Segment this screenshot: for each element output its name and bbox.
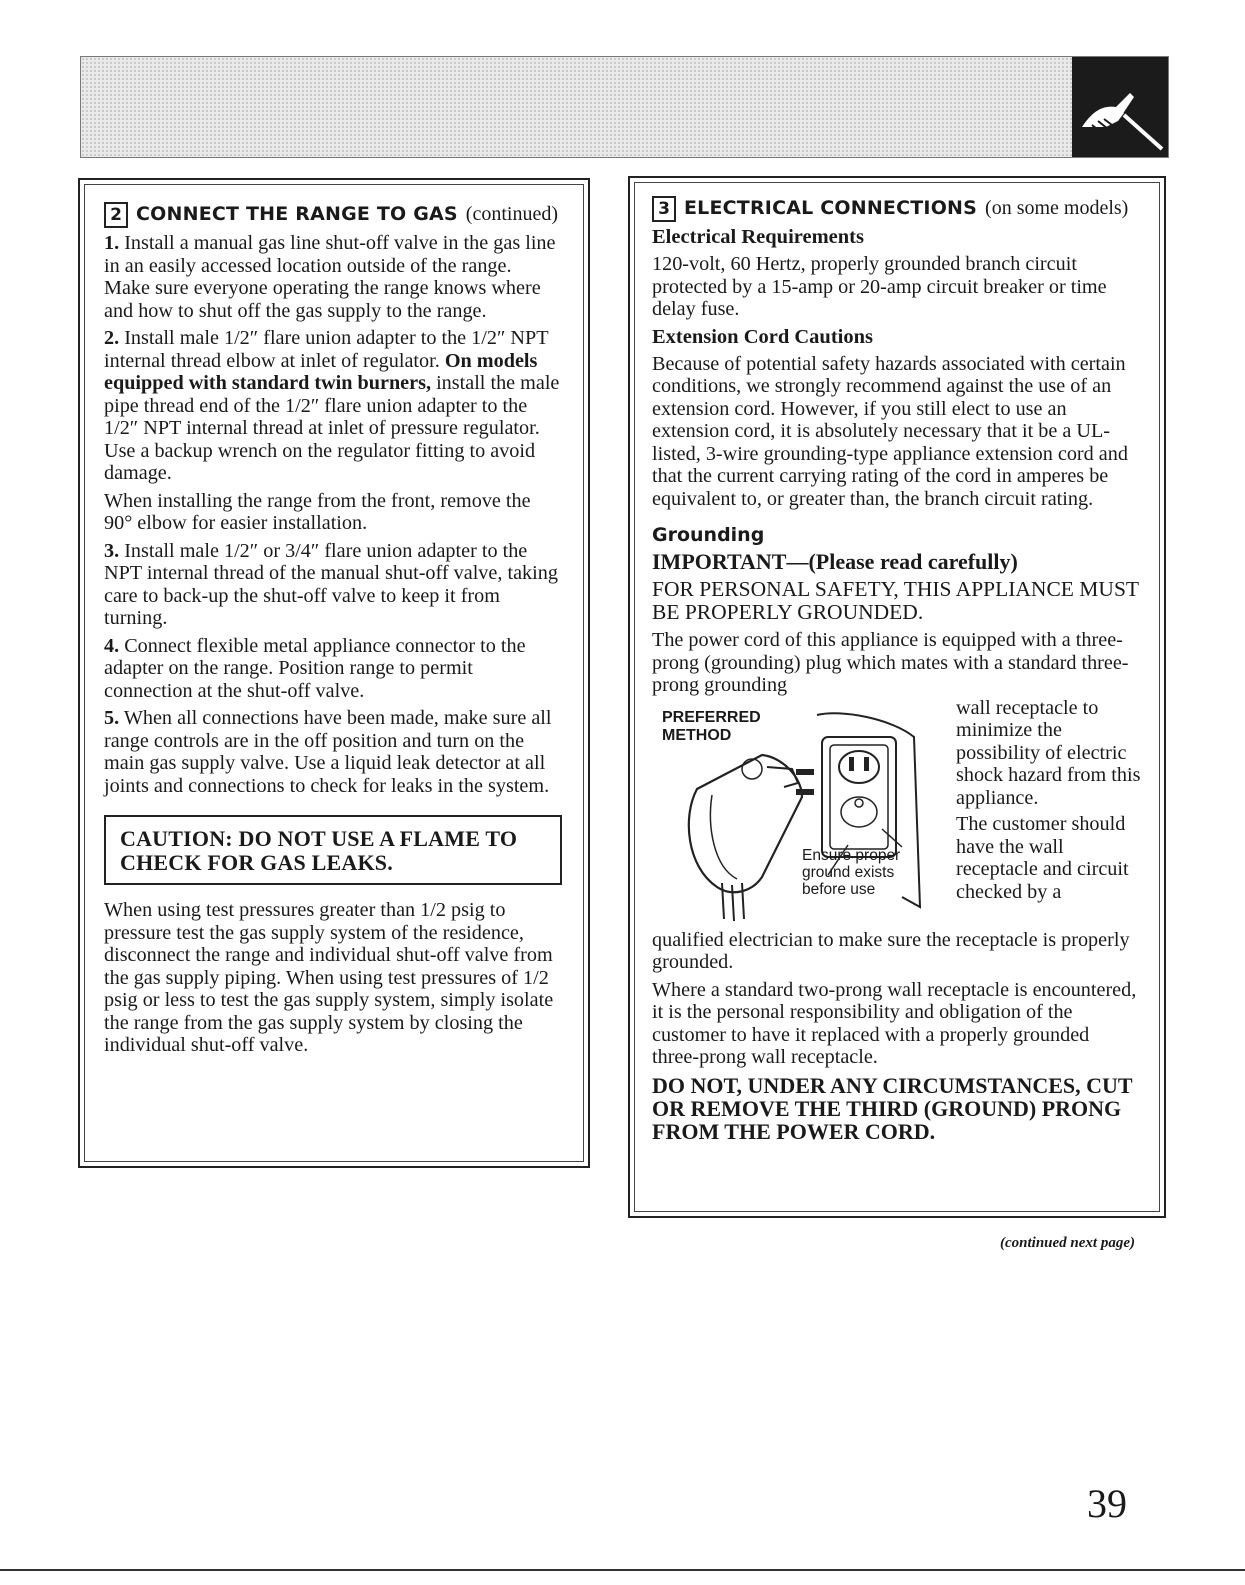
section-title: CONNECT THE RANGE TO GAS xyxy=(136,203,458,225)
extension-cord-heading: Extension Cord Cautions xyxy=(652,325,873,348)
electrical-requirements-heading: Electrical Requirements xyxy=(652,226,864,248)
two-prong-text: Where a standard two-prong wall receptacle is encountered, it is the personal responsibility and obligation of the customer to have it replaced with a properly grounded three-prong wall receptacle. xyxy=(652,978,1137,1068)
ground-prong-warning: DO NOT, UNDER ANY CIRCUMSTANCES, CUT OR REMOVE THE THIRD (GROUND) PRONG FROM THE POWER CORD. xyxy=(652,1072,1133,1144)
step-2: 2. Install male 1/2″ flare union adapter to the 1/2″ NPT internal thread elbow at inlet of regulator. On models equipped with standard twin burners, install the male pipe thread end of the 1/2″ flare union adapter to the 1/2″ NPT internal thread at inlet of pressure regulator. Use a backup wrench on the regulator fitting to avoid damage. xyxy=(104,327,560,484)
bottom-rule xyxy=(0,1569,1245,1571)
page-number: 39 xyxy=(1087,1481,1127,1526)
section-header xyxy=(104,202,562,228)
figure-caption: Ensure proper ground exists before use xyxy=(802,846,901,898)
step-5: 5. When all connections have been made, make sure all range controls are in the off position and turn on the main gas supply valve. Use a liquid leak detector at all joints and connections to check for leaks in the system. xyxy=(104,707,552,797)
grounding-heading: Grounding xyxy=(652,524,765,546)
electrical-requirements-text: 120-volt, 60 Hertz, properly grounded branch circuit protected by a 15-amp or 20-amp circuit breaker or time delay fuse. xyxy=(652,253,1107,320)
step-2-note: When installing the range from the front, remove the 90° elbow for easier installation. xyxy=(104,489,531,534)
header-band xyxy=(80,56,1169,158)
caution-text: CAUTION: DO NOT USE A FLAME TO CHECK FOR GAS LEAKS. xyxy=(120,826,518,875)
continued-note: (continued next page) xyxy=(1000,1235,1135,1251)
customer-text: The customer should have the wall receptacle and circuit checked by a xyxy=(956,813,1129,903)
section-title: ELECTRICAL CONNECTIONS xyxy=(684,197,978,219)
safety-statement: FOR PERSONAL SAFETY, THIS APPLIANCE MUST BE PROPERLY GROUNDED. xyxy=(652,577,1139,624)
receptacle-text: wall receptacle to minimize the possibility of electric shock hazard from this appliance. xyxy=(956,696,1141,809)
step-3: 3. Install male 1/2″ or 3/4″ flare union adapter to the NPT internal thread of the manual shut-off valve, taking care to back-up the shut-off valve to keep it from turning. xyxy=(104,539,558,629)
section-number: 3 xyxy=(652,196,676,222)
gas-connection-section xyxy=(78,178,590,1168)
section-number: 2 xyxy=(104,202,128,228)
section-note: (on some models) xyxy=(985,197,1129,219)
extension-cord-text: Because of potential safety hazards associated with certain conditions, we strongly recommend against the use of an extension cord. However, if you still elect to use an extension cord, it is absolutely necessary that it be a UL-listed, 3-wire grounding-type appliance extension cord and that the current carrying rating of the cord in amperes be equivalent to, or greater than, the branch circuit rating. xyxy=(652,352,1128,510)
test-pressure-paragraph: When using test pressures greater than 1/2 psig to pressure test the gas supply system of the residence, disconnect the range and individual shut-off valve from the gas supply piping. When using test pressures of 1/2 psig or less to test the gas supply system, simply isolate the range from the gas supply system by closing the individual shut-off valve. xyxy=(104,899,554,1056)
plug-receptacle-illustration xyxy=(652,697,954,929)
electrical-connection-section xyxy=(628,176,1166,1218)
step-1: 1. Install a manual gas line shut-off valve in the gas line in an easily accessed location outside of the range. Make sure everyone operating the range knows where and how to shut off the gas supply to the range. xyxy=(104,232,556,322)
section-note: (continued) xyxy=(465,203,558,225)
hand-wrench-icon xyxy=(1072,57,1168,157)
power-cord-text: The power cord of this appliance is equipped with a three-prong (grounding) plug which mates with a standard three-prong grounding xyxy=(652,629,1129,696)
qualified-electrician-text: qualified electrician to make sure the receptacle is properly grounded. xyxy=(652,928,1130,973)
step-4: 4. Connect flexible metal appliance connector to the adapter on the range. Position range to permit connection at the shut-off valve. xyxy=(104,634,526,702)
important-heading: IMPORTANT—(Please read carefully) xyxy=(652,549,1018,574)
section-header xyxy=(652,196,1140,222)
wrapped-text xyxy=(956,697,1146,904)
caution-box xyxy=(104,815,562,885)
grounding-figure xyxy=(652,697,1140,929)
preferred-method-label: PREFERRED METHOD xyxy=(662,708,761,744)
